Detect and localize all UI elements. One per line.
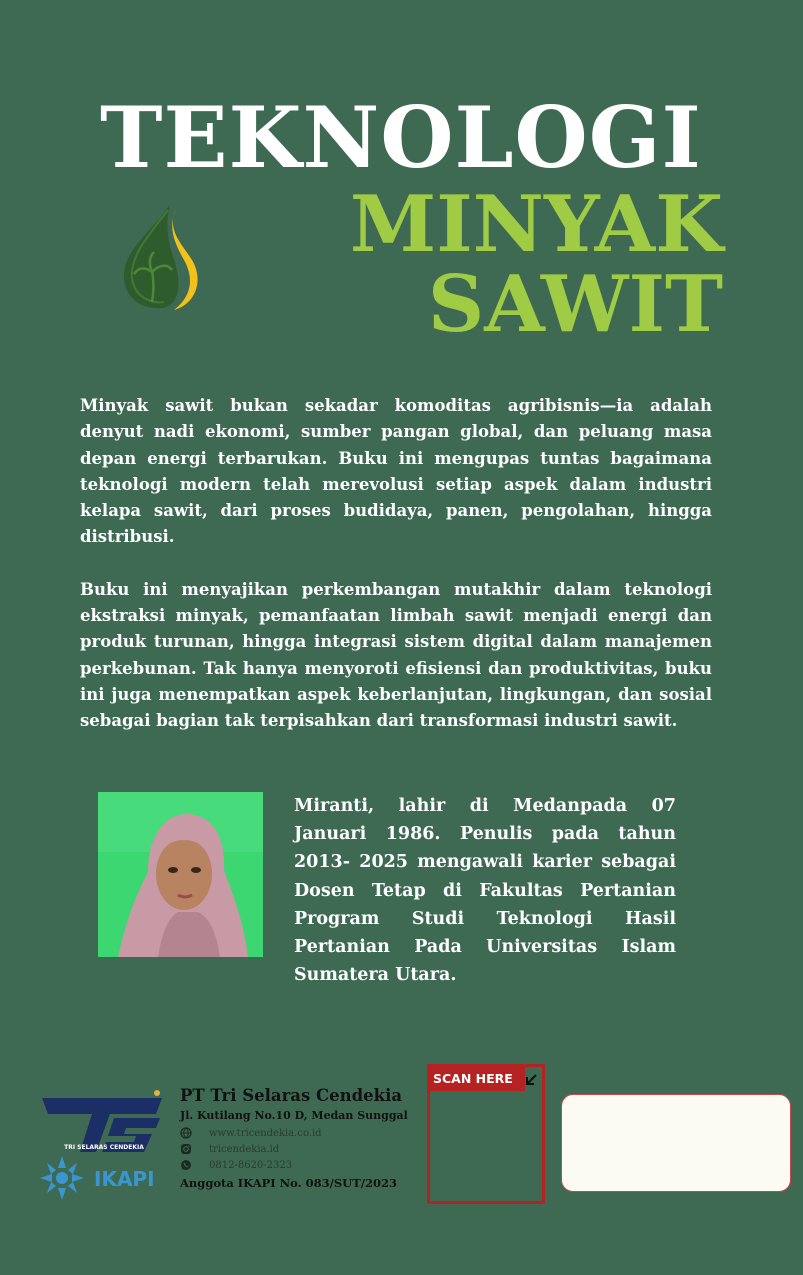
author-bio: Miranti, lahir di Medanpada 07 Januari 1986. Penulis pada tahun 2013- 2025 mengawali karier sebagai Dosen Tetap di Fakultas Pertanian Program Studi Teknologi Hasil Pertanian Pada Universitas Islam Sumatera Utara.: [294, 796, 676, 986]
publisher-phone-row: [180, 1157, 420, 1173]
description-paragraph-1: Minyak sawit bukan sekadar komoditas agribisnis—ia adalah denyut nadi ekonomi, sumber pangan global, dan peluang masa depan energi terbarukan. Buku ini mengupas tuntas bagaimana teknologi modern telah merevolusi setiap aspek dalam industri kelapa sawit, dari proses budidaya, panen, pengolahan, hingga distribusi.: [80, 396, 712, 547]
book-description: [80, 393, 712, 761]
ikapi-logo: [38, 1152, 173, 1204]
publisher-website[interactable]: www.tricendekia.co.id: [209, 1127, 322, 1139]
title-line-1: TEKNOLOGI: [100, 88, 702, 187]
ikapi-logo-text: IKAPI: [94, 1167, 155, 1191]
barcode-placeholder: [561, 1094, 791, 1192]
publisher-logo: [40, 1088, 170, 1158]
scan-here-label: [430, 1067, 525, 1091]
publisher-logo-caption: TRI SELARAS CENDEKIA: [64, 1144, 144, 1151]
qr-code-frame[interactable]: [427, 1064, 545, 1204]
instagram-icon: [180, 1143, 192, 1155]
publisher-address: Jl. Kutilang No.10 D, Medan Sunggal: [180, 1109, 408, 1122]
publisher-instagram-row: [180, 1141, 420, 1157]
arrow-down-left-icon: [524, 1072, 538, 1086]
ikapi-membership: Anggota IKAPI No. 083/SUT/2023: [180, 1176, 397, 1190]
scan-here-text: SCAN HERE: [433, 1071, 513, 1086]
author-photo: [98, 792, 263, 957]
description-paragraph-2: Buku ini menyajikan perkembangan mutakhir dalam teknologi ekstraksi minyak, pemanfaatan limbah sawit menjadi energi dan produk turunan, hingga integrasi sistem digital dalam manajemen perkebunan. Tak hanya menyoroti efisiensi dan produktivitas, buku ini juga menempatkan aspek keberlanjutan, lingkungan, dan sosial sebagai bagian tak terpisahkan dari transformasi industri sawit.: [80, 579, 712, 731]
author-portrait-image: [98, 792, 263, 957]
publisher-info: [180, 1085, 420, 1191]
publisher-website-row: [180, 1125, 420, 1141]
title-line-2: MINYAK: [349, 179, 723, 270]
publisher-name: PT Tri Selaras Cendekia: [180, 1086, 403, 1105]
publisher-instagram[interactable]: tricendekia.id: [209, 1143, 280, 1155]
globe-icon: [180, 1127, 192, 1139]
palm-oil-drop-logo: [118, 200, 213, 312]
title-line-3: SAWIT: [427, 259, 723, 350]
whatsapp-icon: [180, 1159, 192, 1171]
publisher-phone[interactable]: 0812-8620-2323: [209, 1159, 293, 1171]
